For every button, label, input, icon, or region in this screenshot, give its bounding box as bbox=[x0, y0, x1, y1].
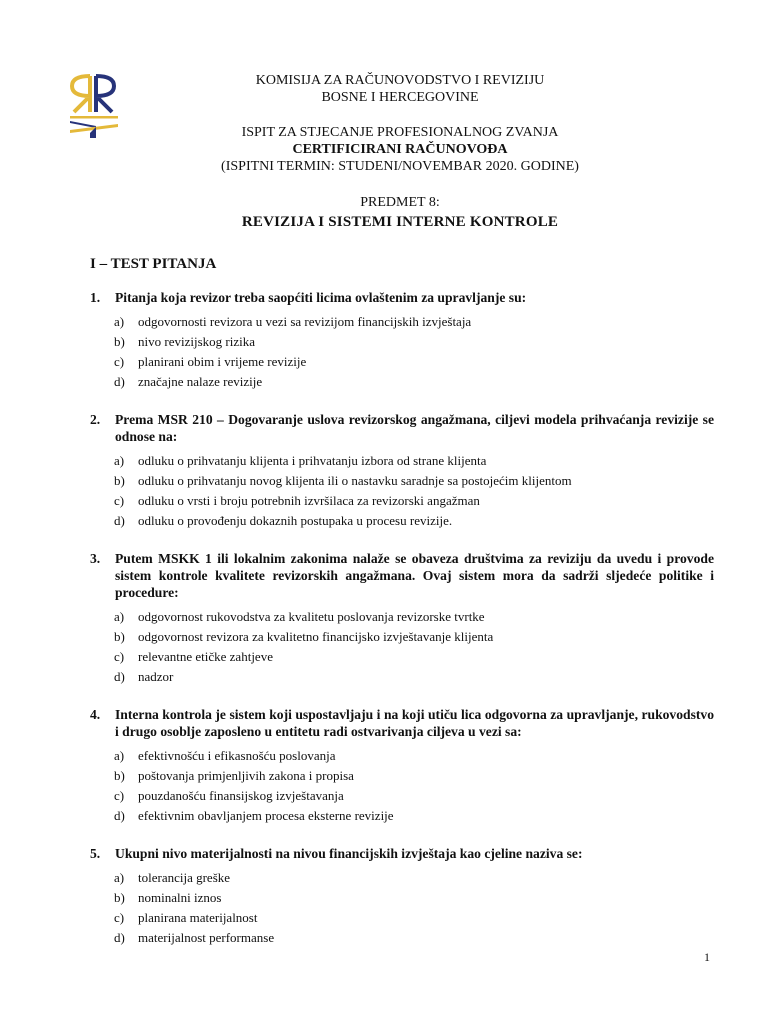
option-text: poštovanja primjenljivih zakona i propisa bbox=[138, 768, 354, 783]
option-text: značajne nalaze revizije bbox=[138, 374, 263, 389]
option-item bbox=[114, 491, 714, 511]
option-letter: c) bbox=[114, 493, 125, 508]
option-letter: d) bbox=[114, 374, 125, 389]
question-1 bbox=[90, 289, 714, 392]
question-text: Ukupni nivo materijalnosti na nivou financijskih izvještaja kao cjeline naziva se: bbox=[115, 846, 583, 861]
option-text: odluku o vrsti i broju potrebnih izvršilaca za revizorski angažman bbox=[138, 493, 480, 508]
option-letter: a) bbox=[114, 748, 125, 763]
exam-term: (ISPITNI TERMIN: STUDENI/NOVEMBAR 2020. GODINE) bbox=[221, 159, 579, 174]
option-item bbox=[114, 372, 714, 392]
section-title: I – TEST PITANJA bbox=[90, 256, 217, 272]
option-letter: d) bbox=[114, 513, 125, 528]
option-text: odgovornosti revizora u vezi sa revizijom financijskih izvještaja bbox=[138, 314, 472, 329]
option-letter: b) bbox=[114, 890, 125, 905]
option-item bbox=[114, 888, 714, 908]
organization-header bbox=[130, 72, 670, 106]
page-number: 1 bbox=[704, 950, 710, 964]
option-item bbox=[114, 928, 714, 948]
question-number: 1. bbox=[90, 290, 101, 305]
option-text: pouzdanošću finansijskog izvještavanja bbox=[138, 788, 344, 803]
question-4 bbox=[90, 706, 714, 826]
option-item bbox=[114, 511, 714, 531]
option-text: efektivnim obavljanjem procesa eksterne revizije bbox=[138, 808, 394, 823]
option-letter: c) bbox=[114, 788, 125, 803]
option-letter: d) bbox=[114, 669, 125, 684]
subject-line: PREDMET 8: bbox=[360, 195, 440, 210]
option-text: odluku o provođenju dokaznih postupaka u procesu revizije. bbox=[138, 513, 453, 528]
option-text: tolerancija greške bbox=[138, 870, 231, 885]
option-item bbox=[114, 868, 714, 888]
option-text: materijalnost performanse bbox=[138, 930, 275, 945]
option-list bbox=[114, 607, 714, 687]
question-number: 2. bbox=[90, 412, 101, 427]
option-text: odluku o prihvatanju novog klijenta ili o nastavku saradnje sa postojećim klijentom bbox=[138, 473, 572, 488]
option-text: nivo revizijskog rizika bbox=[138, 334, 255, 349]
option-letter: b) bbox=[114, 473, 125, 488]
option-text: odgovornost revizora za kvalitetno financijsko izvještavanje klijenta bbox=[138, 629, 494, 644]
option-letter: b) bbox=[114, 629, 125, 644]
exam-line: ISPIT ZA STJECANJE PROFESIONALNOG ZVANJA bbox=[241, 125, 559, 140]
option-item bbox=[114, 312, 714, 332]
option-text: nominalni iznos bbox=[138, 890, 222, 905]
option-text: odgovornost rukovodstva za kvalitetu poslovanja revizorske tvrtke bbox=[138, 609, 485, 624]
exam-header bbox=[130, 124, 670, 175]
option-item bbox=[114, 627, 714, 647]
option-item bbox=[114, 607, 714, 627]
question-number: 4. bbox=[90, 707, 101, 722]
option-letter: c) bbox=[114, 354, 125, 369]
option-list bbox=[114, 868, 714, 948]
subject-title: REVIZIJA I SISTEMI INTERNE KONTROLE bbox=[241, 214, 559, 230]
option-item bbox=[114, 352, 714, 372]
option-list bbox=[114, 451, 714, 531]
option-letter: d) bbox=[114, 808, 125, 823]
question-number: 3. bbox=[90, 551, 101, 566]
org-line-2: BOSNE I HERCEGOVINE bbox=[321, 90, 479, 105]
option-item bbox=[114, 332, 714, 352]
option-text: relevantne etičke zahtjeve bbox=[138, 649, 273, 664]
question-number: 5. bbox=[90, 846, 101, 861]
option-text: efektivnošću i efikasnošću poslovanja bbox=[138, 748, 336, 763]
option-item bbox=[114, 786, 714, 806]
option-text: planirani obim i vrijeme revizije bbox=[138, 354, 307, 369]
question-list bbox=[90, 289, 714, 967]
org-line-1: KOMISIJA ZA RAČUNOVODSTVO I REVIZIJU bbox=[255, 73, 545, 88]
option-item bbox=[114, 806, 714, 826]
option-letter: b) bbox=[114, 334, 125, 349]
question-2 bbox=[90, 411, 714, 531]
option-item bbox=[114, 908, 714, 928]
option-text: odluku o prihvatanju klijenta i prihvatanju izbora od strane klijenta bbox=[138, 453, 487, 468]
option-letter: d) bbox=[114, 930, 125, 945]
option-item bbox=[114, 766, 714, 786]
option-text: planirana materijalnost bbox=[138, 910, 258, 925]
option-letter: a) bbox=[114, 870, 125, 885]
option-item bbox=[114, 746, 714, 766]
option-list bbox=[114, 746, 714, 826]
question-5 bbox=[90, 845, 714, 948]
option-letter: c) bbox=[114, 910, 125, 925]
option-letter: a) bbox=[114, 314, 125, 329]
option-item bbox=[114, 647, 714, 667]
option-letter: a) bbox=[114, 453, 125, 468]
option-letter: b) bbox=[114, 768, 125, 783]
option-list bbox=[114, 312, 714, 392]
question-text: Prema MSR 210 – Dogovaranje uslova revizorskog angažmana, ciljevi modela prihvaćanja revizije se odnose na: bbox=[115, 412, 714, 444]
question-text: Putem MSKK 1 ili lokalnim zakonima nalaže se obaveza društvima za reviziju da uvedu i provode sistem kontrole kvalitete revizorskih angažmana. Ovaj sistem mora da sadrži sljedeće politike i procedure: bbox=[115, 551, 714, 600]
option-item bbox=[114, 667, 714, 687]
question-text: Interna kontrola je sistem koji uspostavljaju i na koji utiču lica odgovorna za upravljanje, rukovodstvo i drugo osoblje zaposleno u entitetu radi ostvarivanja ciljeva u vezi sa: bbox=[115, 707, 714, 739]
subject-header bbox=[130, 194, 670, 231]
option-letter: c) bbox=[114, 649, 125, 664]
exam-title: CERTIFICIRANI RAČUNOVOĐA bbox=[292, 142, 508, 157]
option-item bbox=[114, 471, 714, 491]
option-letter: a) bbox=[114, 609, 125, 624]
option-text: nadzor bbox=[138, 669, 174, 684]
commission-logo bbox=[66, 72, 122, 138]
question-text: Pitanja koja revizor treba saopćiti licima ovlaštenim za upravljanje su: bbox=[115, 290, 527, 305]
option-item bbox=[114, 451, 714, 471]
question-3 bbox=[90, 550, 714, 687]
